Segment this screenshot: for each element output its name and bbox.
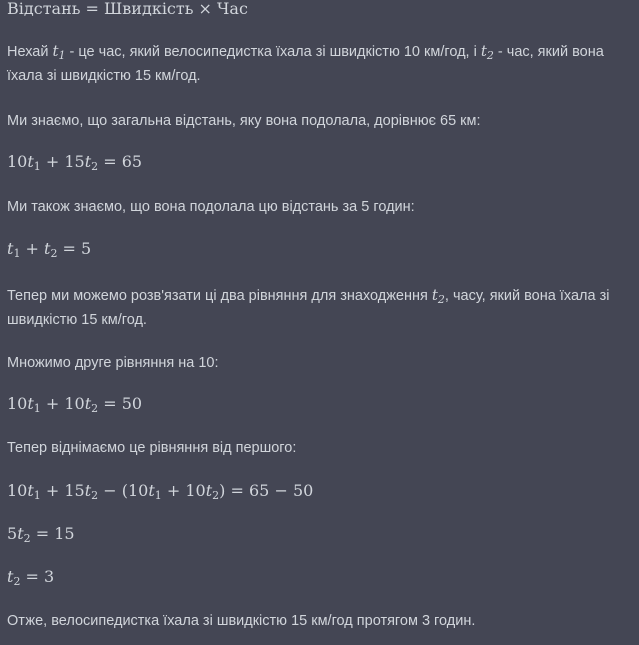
eq1-coef-2: 15 bbox=[64, 152, 85, 171]
eq4-coef-1: 10 bbox=[7, 481, 28, 500]
eq1-var-1: t bbox=[27, 152, 34, 171]
paragraph-2: Ми знаємо, що загальна відстань, яку вона подолала, дорівнює 65 км: bbox=[7, 113, 481, 129]
eq1-op: + bbox=[40, 152, 65, 171]
variable-t2-inline bbox=[432, 286, 445, 304]
equation-4 bbox=[7, 479, 313, 503]
eq5-equals: = bbox=[30, 524, 55, 543]
paragraph-4-text-b: , часу, який вона їхала зі bbox=[444, 288, 610, 304]
eq2-op: + bbox=[20, 239, 45, 258]
paragraph-1 bbox=[7, 39, 604, 88]
eq4-var-3: t bbox=[148, 481, 155, 500]
variable-t2-sub: 2 bbox=[486, 49, 494, 62]
paragraph-6: Тепер віднімаємо це рівняння від першого: bbox=[7, 440, 297, 456]
paragraph-7: Отже, велосипедистка їхала зі швидкістю 15 км/год протягом 3 годин. bbox=[7, 613, 476, 629]
eq2-var-1: t bbox=[7, 239, 14, 258]
paragraph-1-text-b: - це час, який велосипедистка їхала зі швидкістю 10 км/год, і bbox=[65, 44, 481, 60]
paragraph-4-text-a: Тепер ми можемо розв'язати ці два рівняння для знаходження bbox=[7, 288, 432, 304]
eq4-close-paren: ) bbox=[219, 481, 226, 500]
eq4-op-1: + bbox=[40, 481, 65, 500]
paragraph-1-line-1 bbox=[7, 39, 604, 64]
eq3-sub-2: 2 bbox=[91, 402, 99, 415]
eq2-rhs: 5 bbox=[81, 239, 92, 258]
eq5-var-1: t bbox=[17, 524, 24, 543]
eq3-sub-1: 1 bbox=[33, 402, 41, 415]
eq3-var-2: t bbox=[84, 394, 92, 413]
eq4-coef-2: 15 bbox=[64, 481, 85, 500]
formula-lhs: Відстань bbox=[7, 0, 81, 18]
eq5-coef-1: 5 bbox=[7, 524, 18, 543]
equation-5 bbox=[7, 522, 75, 546]
eq2-sub-1: 1 bbox=[13, 247, 21, 260]
eq6-equals: = bbox=[20, 567, 45, 586]
eq4-op-3: + bbox=[161, 481, 186, 500]
eq3-equals: = bbox=[98, 394, 122, 413]
variable-t1 bbox=[53, 42, 66, 60]
eq4-rhs: 65 − 50 bbox=[249, 481, 314, 500]
eq3-coef-1: 10 bbox=[7, 394, 28, 413]
paragraph-1-line-2: їхала зі швидкістю 15 км/год. bbox=[7, 68, 201, 84]
formula-op-times: × bbox=[193, 0, 218, 18]
eq4-coef-3: 10 bbox=[128, 481, 149, 500]
variable-t2 bbox=[481, 42, 494, 60]
equation-2 bbox=[7, 237, 91, 261]
variable-t1-sub: 1 bbox=[58, 49, 66, 62]
eq1-sub-2: 2 bbox=[91, 160, 99, 173]
variable-t2-inline-base: t bbox=[431, 286, 438, 304]
paragraph-1-text-c: - час, який вона bbox=[493, 44, 604, 60]
eq1-equals: = bbox=[98, 152, 122, 171]
variable-t1-base: t bbox=[52, 42, 59, 60]
paragraph-4-line-2: швидкістю 15 км/год. bbox=[7, 312, 147, 328]
paragraph-4 bbox=[7, 283, 609, 332]
eq2-var-2: t bbox=[44, 239, 51, 258]
formula-distance bbox=[7, 0, 248, 21]
paragraph-4-line-1 bbox=[7, 283, 609, 308]
eq4-sub-2: 2 bbox=[91, 489, 99, 502]
equation-1 bbox=[7, 150, 142, 174]
eq4-var-4: t bbox=[205, 481, 213, 500]
eq4-sub-3: 1 bbox=[154, 489, 162, 502]
eq4-coef-4: 10 bbox=[185, 481, 206, 500]
eq5-sub-1: 2 bbox=[23, 532, 31, 545]
eq4-equals: = bbox=[225, 481, 249, 500]
paragraph-1-text-a: Нехай bbox=[7, 44, 53, 60]
eq6-sub-1: 2 bbox=[13, 575, 21, 588]
variable-t2-base: t bbox=[480, 42, 487, 60]
equation-6 bbox=[7, 565, 54, 589]
paragraph-3: Ми також знаємо, що вона подолала цю відстань за 5 годин: bbox=[7, 199, 415, 215]
eq3-rhs: 50 bbox=[121, 394, 143, 413]
eq2-sub-2: 2 bbox=[50, 247, 58, 260]
eq1-coef-1: 10 bbox=[7, 152, 28, 171]
eq4-sub-1: 1 bbox=[33, 489, 41, 502]
equation-3 bbox=[7, 392, 142, 416]
formula-rhs: Час bbox=[217, 0, 248, 18]
variable-t2-inline-sub: 2 bbox=[437, 293, 445, 306]
eq4-sub-4: 2 bbox=[212, 489, 220, 502]
eq4-var-2: t bbox=[84, 481, 92, 500]
eq4-var-1: t bbox=[27, 481, 34, 500]
eq5-rhs: 15 bbox=[54, 524, 75, 543]
eq1-rhs: 65 bbox=[121, 152, 143, 171]
eq3-var-1: t bbox=[27, 394, 34, 413]
formula-mid: Швидкість bbox=[104, 0, 194, 18]
eq4-op-2: − ( bbox=[98, 481, 128, 500]
paragraph-5: Множимо друге рівняння на 10: bbox=[7, 355, 219, 371]
eq6-rhs: 3 bbox=[44, 567, 55, 586]
formula-op-equals: = bbox=[80, 0, 105, 18]
eq6-var-1: t bbox=[7, 567, 14, 586]
eq3-coef-2: 10 bbox=[64, 394, 85, 413]
eq3-op: + bbox=[40, 394, 65, 413]
eq1-var-2: t bbox=[84, 152, 92, 171]
eq1-sub-1: 1 bbox=[33, 160, 41, 173]
eq2-equals: = bbox=[57, 239, 82, 258]
